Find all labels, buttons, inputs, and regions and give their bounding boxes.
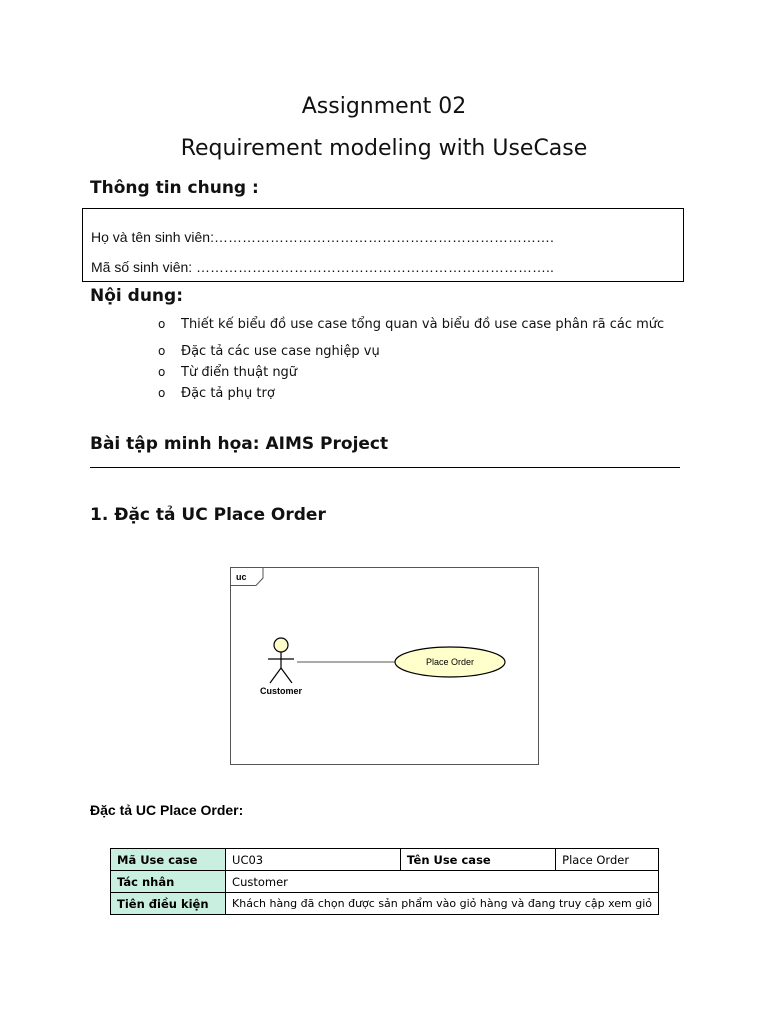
table-cell: UC03 — [226, 849, 401, 871]
table-cell: Khách hàng đã chọn được sản phẩm vào giỏ hàng và đang truy cập xem giỏ — [226, 893, 659, 915]
table-row — [111, 849, 659, 871]
table-cell: Customer — [226, 871, 659, 893]
bullet-mark: o — [158, 365, 166, 379]
bullet-mark: o — [158, 344, 166, 358]
list-item-text: Thiết kế biểu đồ use case tổng quan và biểu đồ use case phân rã các mức — [181, 317, 665, 332]
list-item — [158, 365, 297, 380]
frame-label: uc — [236, 572, 247, 582]
general-info-heading: Thông tin chung : — [90, 178, 259, 198]
student-name-line: Họ và tên sinh viên:………………………………………………………………. — [91, 229, 554, 245]
student-id-line: Mã số sinh viên: ………………………………………………………………….. — [91, 259, 554, 275]
section-heading: 1. Đặc tả UC Place Order — [90, 505, 326, 525]
bullet-mark: o — [158, 317, 166, 331]
horizontal-divider — [90, 467, 680, 468]
list-item — [158, 317, 664, 332]
table-cell: Tên Use case — [400, 849, 555, 871]
example-heading: Bài tập minh họa: AIMS Project — [90, 434, 389, 454]
use-case-label: Place Order — [425, 657, 475, 667]
student-info-box — [82, 208, 684, 282]
table-cell: Tiên điều kiện — [111, 893, 226, 915]
table-row — [111, 871, 659, 893]
spec-heading: Đặc tả UC Place Order: — [90, 802, 244, 818]
use-case-diagram — [230, 567, 539, 765]
document-title: Assignment 02 — [301, 94, 467, 119]
list-item-text: Từ điển thuật ngữ — [181, 365, 298, 380]
list-item-text: Đặc tả các use case nghiệp vụ — [181, 344, 380, 359]
document-subtitle: Requirement modeling with UseCase — [180, 136, 588, 161]
list-item-text: Đặc tả phụ trợ — [181, 386, 275, 401]
table-cell: Tác nhân — [111, 871, 226, 893]
actor-label: Customer — [259, 686, 303, 696]
bullet-mark: o — [158, 386, 166, 400]
content-heading: Nội dung: — [90, 286, 183, 306]
table-cell: Mã Use case — [111, 849, 226, 871]
table-row — [111, 893, 659, 915]
table-cell: Place Order — [556, 849, 659, 871]
list-item — [158, 386, 275, 401]
list-item — [158, 344, 380, 359]
use-case-spec-table — [110, 848, 659, 915]
